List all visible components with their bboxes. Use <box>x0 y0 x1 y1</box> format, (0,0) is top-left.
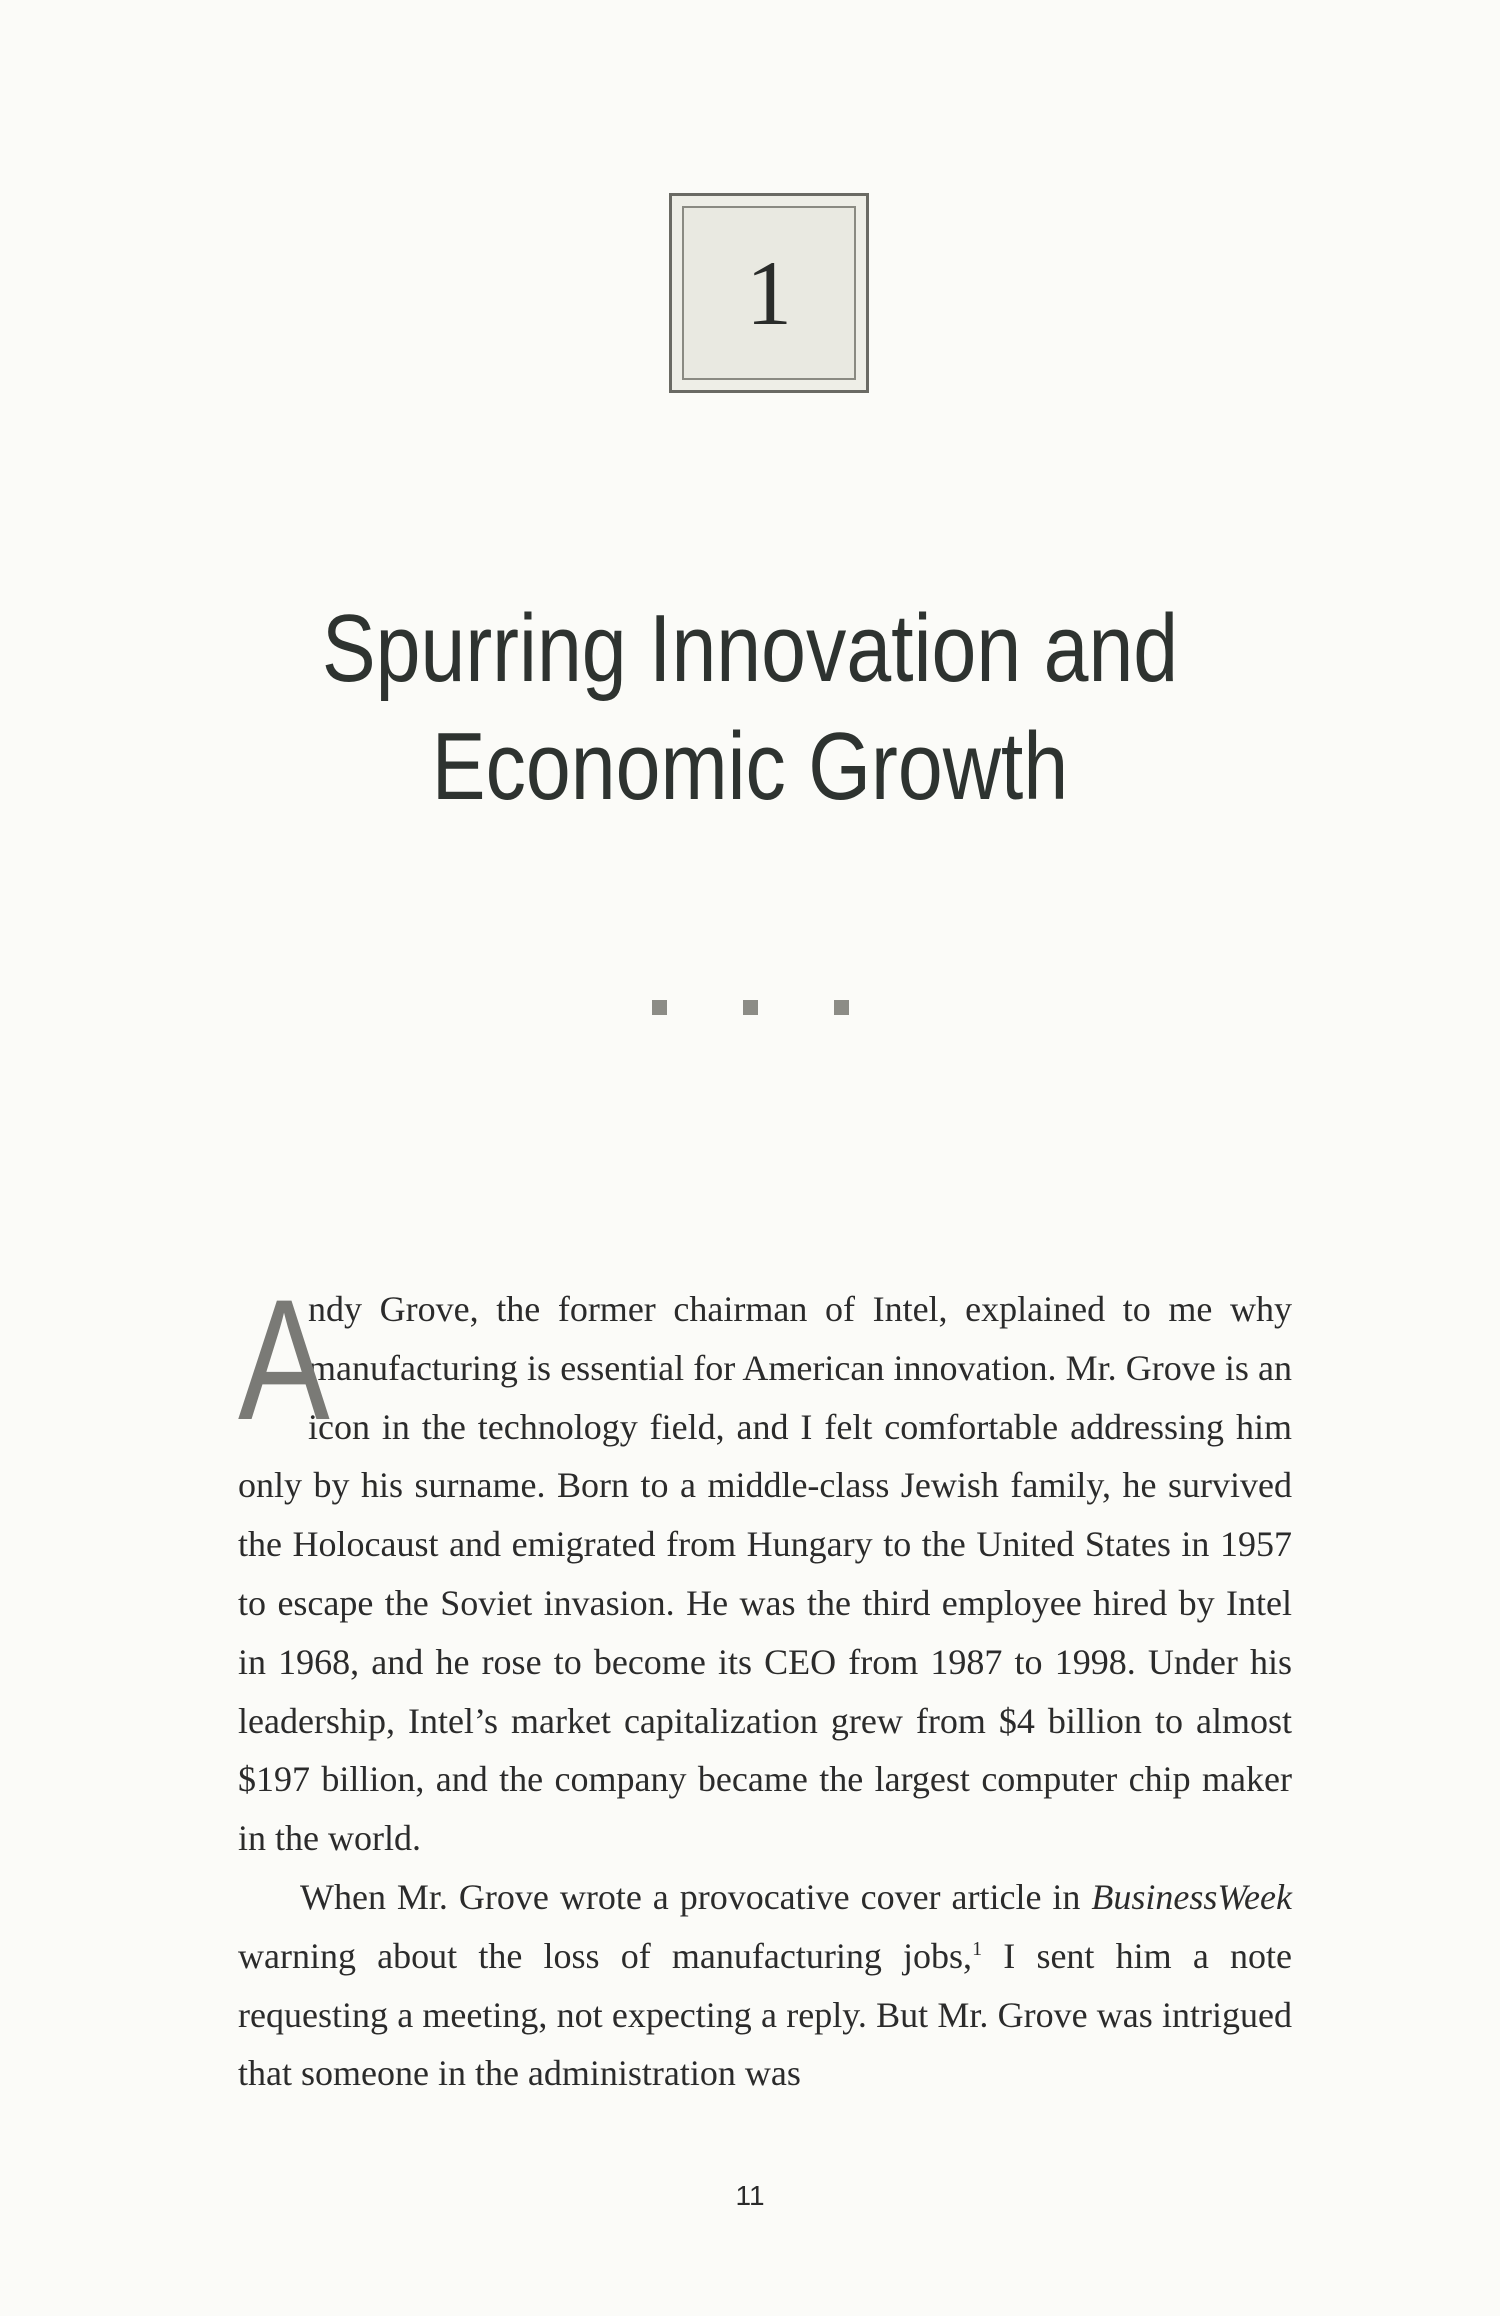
page-number: 11 <box>735 2180 765 2211</box>
paragraph-2-text-start: When Mr. Grove wrote a provocative cover article in <box>300 1876 1092 1917</box>
chapter-title <box>246 590 1254 826</box>
ornament-square <box>834 1000 849 1015</box>
publication-title: BusinessWeek <box>1091 1876 1292 1917</box>
chapter-title-line-2: Economic Growth <box>431 713 1069 820</box>
chapter-number-box <box>669 193 869 393</box>
paragraph-2-text-end: I sent him a note requesting a meeting, not expecting a reply. But Mr. Grove was intrigued that someone in the administration was <box>238 1935 1292 2094</box>
section-ornament <box>0 1000 1500 1015</box>
footnote-marker: 1 <box>972 1937 983 1960</box>
paragraph-2-text-middle: warning about the loss of manufacturing jobs, <box>238 1935 973 1976</box>
paragraph-1 <box>238 1264 1292 1868</box>
chapter-title-line-1: Spurring Innovation and <box>321 595 1179 702</box>
chapter-number: 1 <box>746 242 792 344</box>
ornament-square <box>743 1000 758 1015</box>
drop-cap: A <box>238 1264 330 1456</box>
ornament-square <box>652 1000 667 1015</box>
body-text <box>238 1264 1292 2103</box>
paragraph-1-text: ndy Grove, the former chairman of Intel, explained to me why manufacturing is essential for American innovation. Mr. Grove is an icon in the technology field, and I felt comfortable addressing him only by his surname. Born to a middle-class Jewish family, he survived the Holocaust and emigrated from Hungary to the United States in 1957 to escape the Soviet invasion. He was the third employee hired by Intel in 1968, and he rose to become its CEO from 1987 to 1998. Under his leadership, Intel’s market capitalization grew from $4 billion to almost $197 billion, and the company became the largest computer chip maker in the world. <box>238 1289 1292 1859</box>
chapter-number-box-inner <box>682 206 856 380</box>
paragraph-2 <box>238 1868 1292 2103</box>
